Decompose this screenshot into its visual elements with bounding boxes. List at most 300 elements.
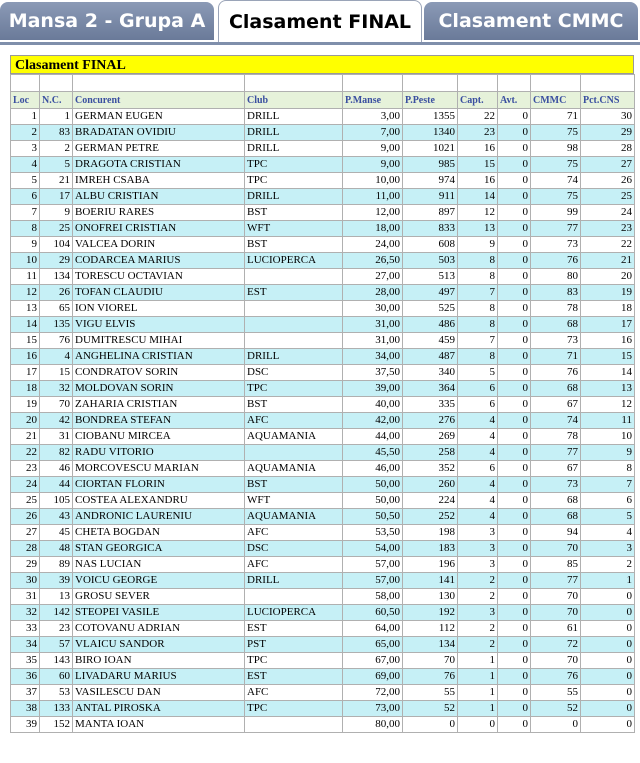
cell-p-manse: 42,00 [343,413,403,429]
cell-nc: 23 [40,621,73,637]
cell-cmmc: 67 [531,461,581,477]
cell-nc: 39 [40,573,73,589]
tab-clasament-final[interactable]: Clasament FINAL [218,0,422,43]
cell-p-peste: 76 [403,669,458,685]
cell-nc: 76 [40,333,73,349]
cell-p-manse: 28,00 [343,285,403,301]
cell-concurent: NAS LUCIAN [73,557,245,573]
cell-loc: 21 [11,429,40,445]
cell-nc: 1 [40,109,73,125]
cell-club: TPC [245,381,343,397]
cell-concurent: ONOFREI CRISTIAN [73,221,245,237]
cell-p-manse: 44,00 [343,429,403,445]
cell-pct-cns: 2 [581,557,635,573]
table-row [11,653,635,669]
cell-avt: 0 [498,109,531,125]
cell-loc: 3 [11,141,40,157]
cell-pct-cns: 0 [581,717,635,733]
cell-nc: 53 [40,685,73,701]
cell-concurent: COTOVANU ADRIAN [73,621,245,637]
ranking-table-container [10,55,634,733]
cell-loc: 26 [11,509,40,525]
cell-avt: 0 [498,317,531,333]
cell-nc: 15 [40,365,73,381]
cell-p-manse: 26,50 [343,253,403,269]
cell-avt: 0 [498,477,531,493]
cell-p-peste: 276 [403,413,458,429]
cell-concurent: CIORTAN FLORIN [73,477,245,493]
cell-capt: 9 [458,237,498,253]
cell-concurent: MOLDOVAN SORIN [73,381,245,397]
cell-club: AFC [245,685,343,701]
cell-avt: 0 [498,237,531,253]
cell-avt: 0 [498,573,531,589]
cell-pct-cns: 29 [581,125,635,141]
cell-avt: 0 [498,525,531,541]
cell-capt: 7 [458,285,498,301]
cell-p-manse: 34,00 [343,349,403,365]
table-row [11,285,635,301]
cell-cmmc: 70 [531,541,581,557]
cell-p-peste: 486 [403,317,458,333]
cell-concurent: MORCOVESCU MARIAN [73,461,245,477]
cell-avt: 0 [498,605,531,621]
cell-loc: 14 [11,317,40,333]
cell-pct-cns: 11 [581,413,635,429]
cell-p-manse: 72,00 [343,685,403,701]
cell-club: WFT [245,221,343,237]
table-row [11,429,635,445]
cell-loc: 6 [11,189,40,205]
cell-cmmc: 73 [531,477,581,493]
cell-concurent: BONDREA STEFAN [73,413,245,429]
cell-concurent: CIOBANU MIRCEA [73,429,245,445]
cell-avt: 0 [498,413,531,429]
cell-capt: 8 [458,253,498,269]
cell-p-manse: 3,00 [343,109,403,125]
cell-capt: 8 [458,317,498,333]
cell-p-manse: 46,00 [343,461,403,477]
cell-p-manse: 50,00 [343,477,403,493]
cell-avt: 0 [498,285,531,301]
cell-cmmc: 83 [531,285,581,301]
cell-p-peste: 55 [403,685,458,701]
cell-nc: 104 [40,237,73,253]
cell-capt: 2 [458,637,498,653]
cell-nc: 26 [40,285,73,301]
cell-nc: 105 [40,493,73,509]
cell-cmmc: 68 [531,317,581,333]
cell-pct-cns: 10 [581,429,635,445]
cell-capt: 3 [458,557,498,573]
cell-p-peste: 198 [403,525,458,541]
cell-p-peste: 364 [403,381,458,397]
cell-p-peste: 352 [403,461,458,477]
cell-loc: 33 [11,621,40,637]
cell-concurent: ZAHARIA CRISTIAN [73,397,245,413]
header-nc: N.C. [40,92,73,109]
table-row [11,509,635,525]
cell-capt: 6 [458,397,498,413]
cell-concurent: CHETA BOGDAN [73,525,245,541]
cell-p-manse: 80,00 [343,717,403,733]
cell-p-manse: 27,00 [343,269,403,285]
cell-p-peste: 224 [403,493,458,509]
cell-capt: 13 [458,221,498,237]
cell-club: DRILL [245,349,343,365]
cell-avt: 0 [498,589,531,605]
cell-concurent: ANGHELINA CRISTIAN [73,349,245,365]
cell-concurent: RADU VITORIO [73,445,245,461]
cell-club: EST [245,285,343,301]
cell-pct-cns: 1 [581,573,635,589]
cell-loc: 15 [11,333,40,349]
table-row [11,477,635,493]
cell-club: TPC [245,701,343,717]
table-row [11,525,635,541]
cell-p-peste: 340 [403,365,458,381]
tab-clasament-cmmc[interactable]: Clasament CMMC [424,2,638,40]
cell-capt: 23 [458,125,498,141]
table-row [11,205,635,221]
table-row [11,109,635,125]
cell-loc: 37 [11,685,40,701]
cell-loc: 11 [11,269,40,285]
cell-p-peste: 141 [403,573,458,589]
cell-cmmc: 70 [531,653,581,669]
cell-p-manse: 53,50 [343,525,403,541]
cell-pct-cns: 5 [581,509,635,525]
cell-avt: 0 [498,669,531,685]
cell-p-peste: 985 [403,157,458,173]
table-row [11,365,635,381]
cell-cmmc: 68 [531,493,581,509]
cell-concurent: ANTAL PIROSKA [73,701,245,717]
cell-pct-cns: 18 [581,301,635,317]
cell-p-manse: 73,00 [343,701,403,717]
cell-p-peste: 525 [403,301,458,317]
cell-capt: 8 [458,349,498,365]
cell-p-manse: 45,50 [343,445,403,461]
cell-pct-cns: 20 [581,269,635,285]
cell-concurent: STEOPEI VASILE [73,605,245,621]
cell-pct-cns: 0 [581,701,635,717]
cell-club: AQUAMANIA [245,509,343,525]
cell-concurent: IMREH CSABA [73,173,245,189]
cell-nc: 29 [40,253,73,269]
table-row [11,621,635,637]
cell-avt: 0 [498,205,531,221]
cell-loc: 19 [11,397,40,413]
cell-avt: 0 [498,717,531,733]
cell-loc: 13 [11,301,40,317]
cell-p-manse: 60,50 [343,605,403,621]
cell-capt: 2 [458,589,498,605]
cell-capt: 4 [458,413,498,429]
cell-club: TPC [245,157,343,173]
cell-avt: 0 [498,621,531,637]
cell-nc: 134 [40,269,73,285]
cell-club: PST [245,637,343,653]
cell-pct-cns: 7 [581,477,635,493]
tab-underline [0,42,640,45]
cell-concurent: MANTA IOAN [73,717,245,733]
cell-concurent: LIVADARU MARIUS [73,669,245,685]
cell-avt: 0 [498,125,531,141]
cell-avt: 0 [498,269,531,285]
cell-cmmc: 75 [531,189,581,205]
cell-p-manse: 64,00 [343,621,403,637]
table-row [11,461,635,477]
cell-capt: 2 [458,573,498,589]
cell-nc: 70 [40,397,73,413]
cell-pct-cns: 28 [581,141,635,157]
cell-pct-cns: 15 [581,349,635,365]
table-row [11,269,635,285]
cell-club: AFC [245,525,343,541]
cell-concurent: TOFAN CLAUDIU [73,285,245,301]
table-row [11,189,635,205]
cell-club: AFC [245,557,343,573]
cell-avt: 0 [498,461,531,477]
cell-cmmc: 77 [531,445,581,461]
table-row [11,173,635,189]
table-row [11,317,635,333]
header-capt: Capt. [458,92,498,109]
cell-nc: 43 [40,509,73,525]
cell-nc: 42 [40,413,73,429]
table-row [11,349,635,365]
cell-p-manse: 40,00 [343,397,403,413]
cell-capt: 8 [458,301,498,317]
cell-nc: 4 [40,349,73,365]
cell-nc: 142 [40,605,73,621]
cell-pct-cns: 8 [581,461,635,477]
cell-nc: 21 [40,173,73,189]
cell-cmmc: 68 [531,381,581,397]
cell-avt: 0 [498,557,531,573]
table-row [11,701,635,717]
cell-concurent: CODARCEA MARIUS [73,253,245,269]
cell-avt: 0 [498,653,531,669]
cell-concurent: VOICU GEORGE [73,573,245,589]
cell-p-manse: 65,00 [343,637,403,653]
cell-p-peste: 608 [403,237,458,253]
cell-loc: 28 [11,541,40,557]
cell-cmmc: 85 [531,557,581,573]
cell-nc: 5 [40,157,73,173]
cell-capt: 1 [458,685,498,701]
table-row [11,413,635,429]
cell-capt: 1 [458,669,498,685]
table-row [11,541,635,557]
cell-loc: 35 [11,653,40,669]
cell-concurent: BRADATAN OVIDIU [73,125,245,141]
cell-capt: 4 [458,477,498,493]
cell-cmmc: 70 [531,605,581,621]
cell-p-peste: 0 [403,717,458,733]
cell-cmmc: 78 [531,301,581,317]
table-row [11,221,635,237]
cell-club: TPC [245,653,343,669]
cell-cmmc: 99 [531,205,581,221]
cell-nc: 46 [40,461,73,477]
cell-p-manse: 50,50 [343,509,403,525]
cell-avt: 0 [498,397,531,413]
tab-bar [0,0,640,44]
cell-cmmc: 72 [531,637,581,653]
cell-loc: 29 [11,557,40,573]
cell-pct-cns: 22 [581,237,635,253]
cell-concurent: VASILESCU DAN [73,685,245,701]
cell-avt: 0 [498,509,531,525]
cell-concurent: DUMITRESCU MIHAI [73,333,245,349]
cell-p-manse: 57,00 [343,557,403,573]
cell-concurent: VLAICU SANDOR [73,637,245,653]
table-row [11,381,635,397]
cell-nc: 143 [40,653,73,669]
cell-p-manse: 7,00 [343,125,403,141]
cell-capt: 3 [458,605,498,621]
cell-capt: 16 [458,141,498,157]
cell-loc: 27 [11,525,40,541]
cell-cmmc: 77 [531,573,581,589]
cell-concurent: STAN GEORGICA [73,541,245,557]
cell-pct-cns: 6 [581,493,635,509]
cell-avt: 0 [498,301,531,317]
cell-loc: 38 [11,701,40,717]
cell-p-manse: 24,00 [343,237,403,253]
cell-p-manse: 54,00 [343,541,403,557]
cell-avt: 0 [498,381,531,397]
cell-pct-cns: 14 [581,365,635,381]
cell-pct-cns: 0 [581,669,635,685]
cell-cmmc: 68 [531,509,581,525]
cell-cmmc: 74 [531,173,581,189]
cell-capt: 6 [458,381,498,397]
cell-concurent: GERMAN PETRE [73,141,245,157]
cell-pct-cns: 3 [581,541,635,557]
ranking-table [10,74,635,733]
cell-cmmc: 94 [531,525,581,541]
cell-capt: 22 [458,109,498,125]
cell-cmmc: 0 [531,717,581,733]
cell-club: BST [245,397,343,413]
cell-club [245,445,343,461]
cell-pct-cns: 9 [581,445,635,461]
cell-p-peste: 1340 [403,125,458,141]
cell-pct-cns: 24 [581,205,635,221]
cell-cmmc: 77 [531,221,581,237]
cell-club [245,301,343,317]
blank-row [11,75,635,92]
cell-nc: 135 [40,317,73,333]
cell-p-peste: 260 [403,477,458,493]
cell-cmmc: 80 [531,269,581,285]
table-row [11,125,635,141]
cell-capt: 4 [458,429,498,445]
cell-capt: 1 [458,653,498,669]
cell-capt: 3 [458,541,498,557]
cell-p-peste: 459 [403,333,458,349]
cell-loc: 22 [11,445,40,461]
cell-cmmc: 61 [531,621,581,637]
cell-club: DRILL [245,125,343,141]
table-row [11,237,635,253]
cell-avt: 0 [498,493,531,509]
cell-p-manse: 11,00 [343,189,403,205]
cell-p-peste: 487 [403,349,458,365]
cell-nc: 2 [40,141,73,157]
cell-loc: 36 [11,669,40,685]
cell-nc: 13 [40,589,73,605]
cell-pct-cns: 16 [581,333,635,349]
cell-loc: 5 [11,173,40,189]
cell-avt: 0 [498,141,531,157]
cell-p-peste: 192 [403,605,458,621]
cell-nc: 133 [40,701,73,717]
cell-p-manse: 18,00 [343,221,403,237]
cell-p-peste: 503 [403,253,458,269]
header-row [11,92,635,109]
table-row [11,717,635,733]
cell-avt: 0 [498,701,531,717]
cell-avt: 0 [498,637,531,653]
cell-club: DRILL [245,573,343,589]
cell-nc: 83 [40,125,73,141]
cell-capt: 4 [458,445,498,461]
table-title: Clasament FINAL [10,55,634,74]
cell-nc: 60 [40,669,73,685]
cell-pct-cns: 17 [581,317,635,333]
cell-avt: 0 [498,173,531,189]
cell-cmmc: 67 [531,397,581,413]
cell-p-manse: 9,00 [343,157,403,173]
table-row [11,493,635,509]
cell-p-peste: 897 [403,205,458,221]
cell-p-manse: 58,00 [343,589,403,605]
cell-p-manse: 30,00 [343,301,403,317]
cell-cmmc: 55 [531,685,581,701]
table-row [11,333,635,349]
cell-loc: 32 [11,605,40,621]
tab-mansa-2-grupa-a[interactable]: Mansa 2 - Grupa A [0,2,214,40]
cell-cmmc: 74 [531,413,581,429]
cell-avt: 0 [498,541,531,557]
cell-avt: 0 [498,365,531,381]
cell-pct-cns: 12 [581,397,635,413]
cell-avt: 0 [498,333,531,349]
cell-capt: 16 [458,173,498,189]
cell-club [245,589,343,605]
table-row [11,253,635,269]
cell-concurent: CONDRATOV SORIN [73,365,245,381]
cell-club: TPC [245,173,343,189]
cell-concurent: VALCEA DORIN [73,237,245,253]
cell-cmmc: 73 [531,237,581,253]
cell-nc: 31 [40,429,73,445]
cell-p-peste: 335 [403,397,458,413]
cell-cmmc: 71 [531,109,581,125]
table-row [11,157,635,173]
cell-p-peste: 112 [403,621,458,637]
cell-club: WFT [245,493,343,509]
cell-cmmc: 75 [531,125,581,141]
cell-p-peste: 52 [403,701,458,717]
cell-concurent: BIRO IOAN [73,653,245,669]
cell-club [245,317,343,333]
cell-club: DSC [245,541,343,557]
